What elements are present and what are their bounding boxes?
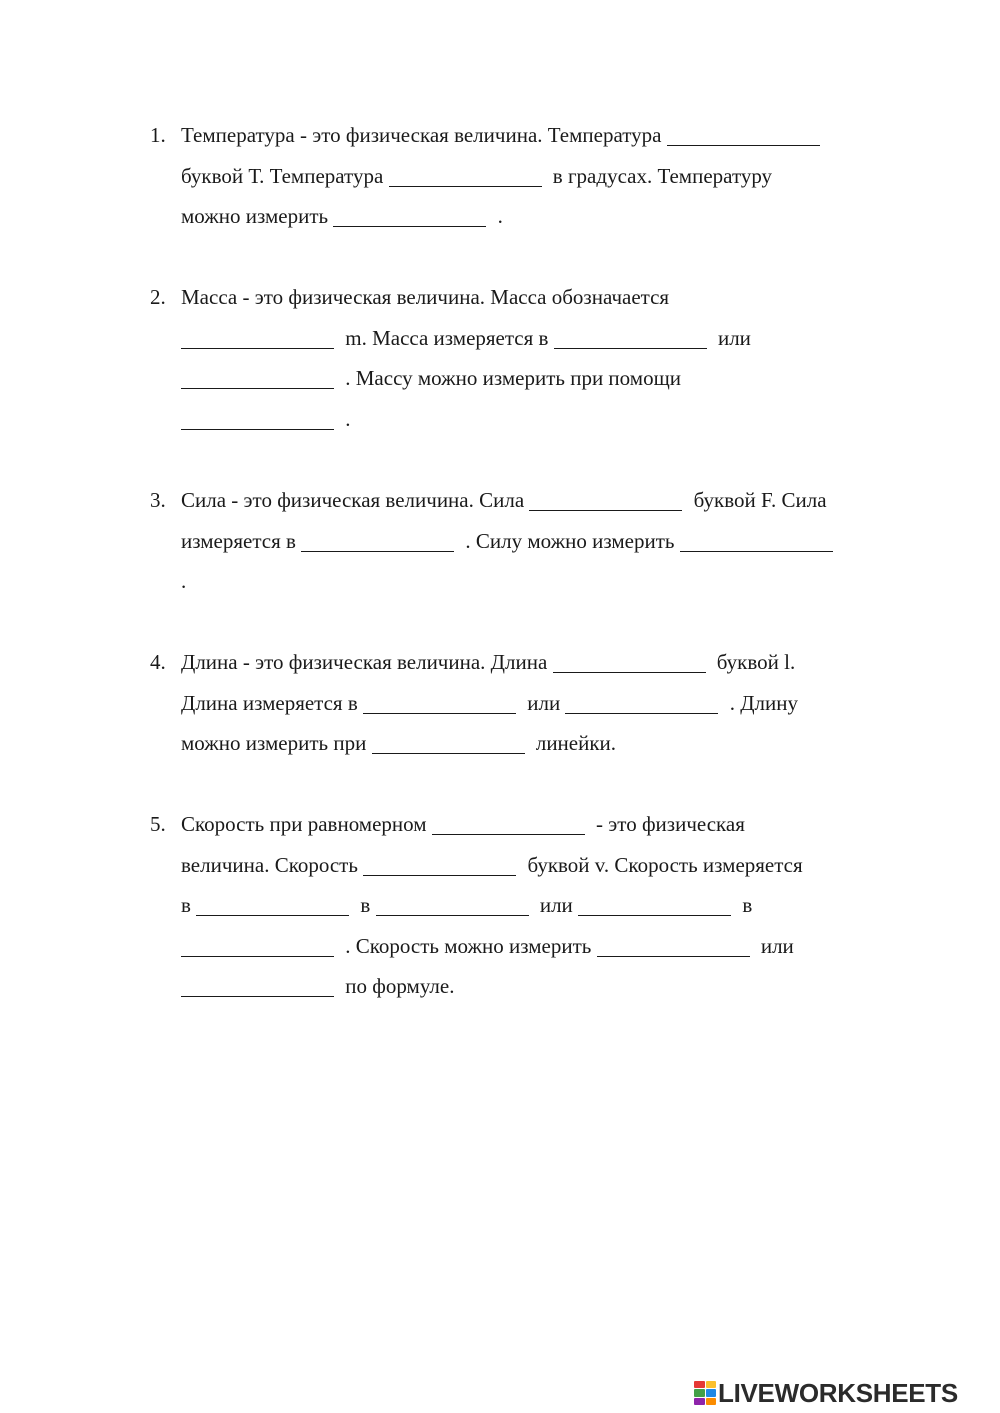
question-text: . Длину <box>724 690 799 715</box>
liveworksheets-logo <box>694 1378 958 1408</box>
question-line <box>181 480 827 521</box>
question-text: буквой v. Скорость измеряется <box>522 852 803 877</box>
answer-blank[interactable] <box>181 938 334 957</box>
question-number: 2. <box>150 285 166 309</box>
logo-square <box>694 1398 705 1405</box>
question-text: в <box>355 893 376 917</box>
answer-blank[interactable] <box>376 897 529 916</box>
logo-square <box>706 1389 717 1396</box>
answer-blank[interactable] <box>565 695 718 714</box>
question-line <box>181 318 751 359</box>
question-text: линейки. <box>530 731 617 755</box>
question-text: в градусах. Температуру <box>547 163 773 188</box>
answer-blank[interactable] <box>363 857 516 876</box>
question-text: Температура - это физическая величина. Температура <box>181 123 667 147</box>
question-text: или <box>522 690 566 715</box>
answer-blank[interactable] <box>554 330 707 349</box>
question-text: . <box>181 569 187 593</box>
question-text: измеряется в <box>181 528 302 553</box>
logo-square <box>706 1381 717 1388</box>
question-line <box>181 277 669 318</box>
answer-blank[interactable] <box>181 370 334 389</box>
question-text: - это физическая <box>590 812 745 836</box>
question-number: 3. <box>150 488 166 512</box>
question-text: буквой l. <box>711 650 796 674</box>
answer-blank[interactable] <box>301 533 454 552</box>
question-line <box>181 521 839 562</box>
brand-text: LIVEWORKSHEETS <box>718 1377 958 1408</box>
question-text: можно измерить <box>181 204 334 228</box>
answer-blank[interactable] <box>181 978 334 997</box>
answer-blank[interactable] <box>333 208 486 227</box>
answer-blank[interactable] <box>597 938 750 957</box>
answer-blank[interactable] <box>196 897 349 916</box>
question-text: в <box>737 893 753 917</box>
question-number: 4. <box>150 650 166 674</box>
question-text: или <box>712 325 751 350</box>
answer-blank[interactable] <box>578 897 731 916</box>
question-text: m. Масса измеряется в <box>340 325 554 350</box>
question-text: по формуле. <box>340 974 455 998</box>
answer-blank[interactable] <box>363 695 516 714</box>
question-text: буквой F. Сила <box>688 488 827 512</box>
question-line <box>181 845 803 886</box>
question-number: 5. <box>150 812 166 836</box>
answer-blank[interactable] <box>181 411 334 430</box>
answer-blank[interactable] <box>181 330 334 349</box>
question-text: Масса - это физическая величина. Масса обозначается <box>181 285 670 309</box>
question-text: . <box>492 204 503 228</box>
question-line <box>181 561 186 602</box>
question-text: буквой Т. Температура <box>181 163 389 188</box>
question-text: Скорость при равномерном <box>181 812 432 836</box>
question-number: 1. <box>150 123 166 147</box>
question-text: . <box>340 406 351 431</box>
question-text: Длина измеряется в <box>181 690 364 715</box>
question-text: или <box>755 933 794 958</box>
answer-blank[interactable] <box>553 654 706 673</box>
question-line <box>181 358 681 399</box>
question-line <box>181 885 752 926</box>
answer-blank[interactable] <box>667 127 820 146</box>
question-text: величина. Скорость <box>181 852 364 877</box>
question-text: Сила - это физическая величина. Сила <box>181 488 530 512</box>
question-line <box>181 683 798 724</box>
question-line <box>181 642 795 683</box>
logo-square <box>694 1381 705 1388</box>
question-text: . Скорость можно измерить <box>340 933 597 958</box>
question-text: или <box>534 893 579 917</box>
logo-square <box>694 1389 705 1396</box>
answer-blank[interactable] <box>680 533 833 552</box>
question-text: Длина - это физическая величина. Длина <box>181 650 553 674</box>
question-line <box>181 196 503 237</box>
answer-blank[interactable] <box>372 735 525 754</box>
question-line <box>181 926 794 967</box>
liveworksheets-grid-icon <box>694 1381 716 1405</box>
answer-blank[interactable] <box>389 168 542 187</box>
question-line <box>181 115 826 156</box>
answer-blank[interactable] <box>432 816 585 835</box>
logo-square <box>706 1398 717 1405</box>
question-line <box>181 723 616 764</box>
question-line <box>181 804 745 845</box>
answer-blank[interactable] <box>529 492 682 511</box>
question-line <box>181 399 351 440</box>
question-text: можно измерить при <box>181 731 372 755</box>
question-line <box>181 156 772 197</box>
question-text: . Силу можно измерить <box>460 528 680 553</box>
question-text: . Массу можно измерить при помощи <box>340 366 681 390</box>
question-line <box>181 966 454 1007</box>
question-text: в <box>181 893 197 917</box>
